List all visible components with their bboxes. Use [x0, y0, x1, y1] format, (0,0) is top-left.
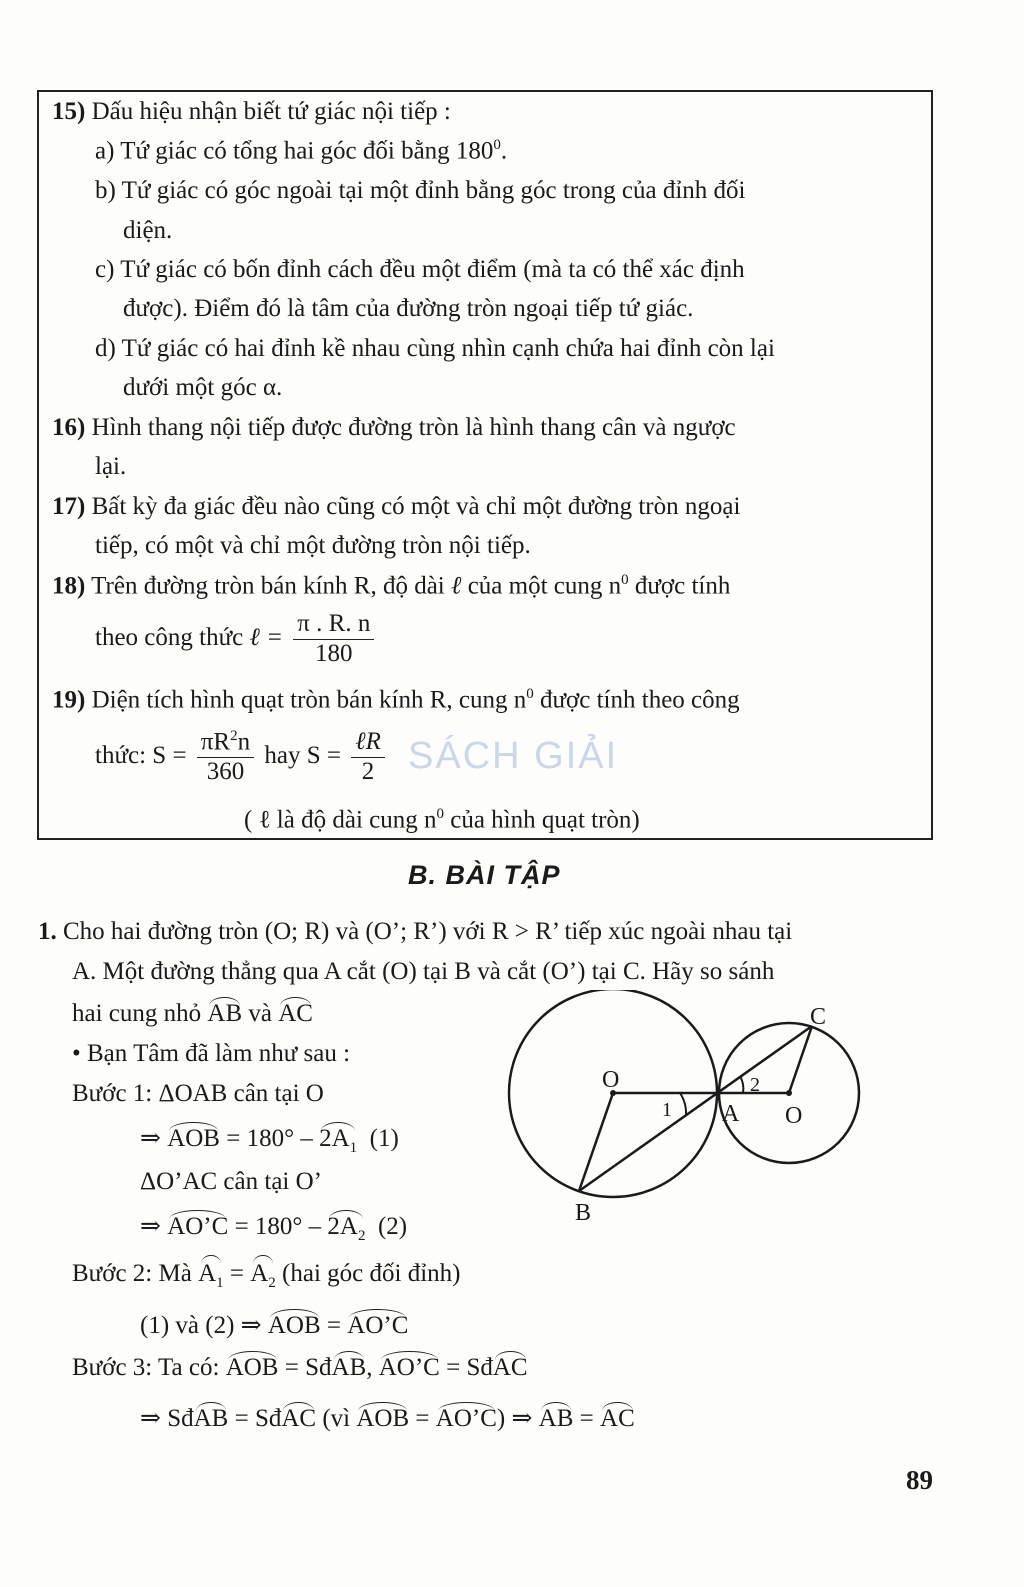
- angle-1-mark: [680, 1093, 686, 1115]
- exercise-1-line2: A. Một đường thẳng qua A cắt (O) tại B và cắt (O’) tại C. Hãy so sánh: [72, 958, 775, 985]
- exercise-1-line3: hai cung nhỏ AB và AC: [72, 1000, 313, 1027]
- line-OB: [579, 1093, 613, 1191]
- item-18: 18) Trên đường tròn bán kính R, độ dài ℓ của một cung $n^0$ được tính: [52, 572, 731, 600]
- label-O-prime: O: [785, 1103, 803, 1129]
- item-18-formula: theo công thức ℓ = $\frac{\pi . R. n}{180}$: [95, 610, 378, 669]
- step-1d: ⇒ AO’C = $180^\circ - 2A_2$ (2): [140, 1213, 408, 1244]
- label-angle-1: 1: [662, 1099, 672, 1121]
- step-3b: ⇒ SđAB = SđAC (vì AOB = AO’C) ⇒ AB = AC: [140, 1405, 635, 1432]
- item-19-note: ( ℓ là độ dài cung $n^0$ của hình quạt tròn): [244, 806, 640, 834]
- point-O-prime: [786, 1090, 792, 1096]
- item-15b-cont: diện.: [123, 217, 173, 244]
- line-O-prime-C: [789, 1026, 812, 1093]
- item-17-cont: tiếp, có một và chỉ một đường tròn nội tiếp.: [95, 532, 531, 559]
- step-1c: ΔO’AC cân tại O’: [140, 1168, 322, 1195]
- exercise-1-line1: 1. Cho hai đường tròn (O; R) và (O’; R’) với R > R’ tiếp xúc ngoài nhau tại: [38, 918, 793, 945]
- item-15d-cont: dưới một góc α.: [123, 374, 283, 401]
- page-number: 89: [906, 1465, 933, 1495]
- line-BC: [579, 1026, 812, 1191]
- step-2b: (1) và (2) ⇒ AOB = AO’C: [140, 1312, 409, 1339]
- step-1b: ⇒ AOB = $180^\circ - 2A_1$ (1): [140, 1125, 399, 1156]
- step-1a: Bước 1: ΔOAB cân tại O: [72, 1080, 324, 1107]
- item-15c-cont: được). Điểm đó là tâm của đường tròn ngoại tiếp tứ giác.: [123, 295, 694, 322]
- item-text: Dấu hiệu nhận biết tứ giác nội tiếp :: [91, 98, 451, 125]
- item-16-cont: lại.: [95, 453, 127, 480]
- item-15b: b) Tứ giác có góc ngoài tại một đỉnh bằng góc trong của đỉnh đối: [95, 177, 746, 204]
- item-19-formula: thức: S = $\frac{\pi R^2n}{360}$ hay S = $\frac{\text{ℓR}}{2}$: [95, 728, 389, 787]
- watermark: SÁCH GIẢI: [408, 735, 619, 777]
- bullet-line: • Bạn Tâm đã làm như sau :: [72, 1040, 351, 1067]
- item-15d: d) Tứ giác có hai đỉnh kề nhau cùng nhìn cạnh chứa hai đỉnh còn lại: [95, 335, 775, 362]
- item-19: 19) Diện tích hình quạt tròn bán kính R, cung $n^0$ được tính theo công: [52, 686, 740, 714]
- arc-length-fraction: $\frac{\pi . R. n}{180}$: [293, 610, 374, 669]
- label-O: O: [602, 1067, 620, 1093]
- item-number: 15): [52, 98, 86, 125]
- item-15a: a) Tứ giác có tổng hai góc đối bằng $180^0$.: [95, 137, 508, 165]
- item-17: 17) Bất kỳ đa giác đều nào cũng có một và chỉ một đường tròn ngoại: [52, 493, 741, 520]
- item-15c: c) Tứ giác có bốn đỉnh cách đều một điểm (mà ta có thể xác định: [95, 256, 745, 283]
- angle-2-mark: [740, 1076, 743, 1093]
- step-3a: Bước 3: Ta có: AOB = SđAB, AO’C = SđAC: [72, 1354, 528, 1381]
- section-title: B. BÀI TẬP: [408, 860, 561, 890]
- label-angle-2: 2: [750, 1074, 760, 1096]
- step-2a: Bước 2: Mà $A_1 = A_2$ (hai góc đối đỉnh): [72, 1260, 461, 1291]
- sector-area-fraction-1: $\frac{\pi R^2n}{360}$: [197, 728, 254, 787]
- sector-area-fraction-2: $\frac{\text{ℓR}}{2}$: [351, 728, 385, 787]
- label-C: C: [810, 1004, 827, 1030]
- item-15: [52, 98, 451, 126]
- label-A: A: [722, 1101, 740, 1127]
- item-16: 16) Hình thang nội tiếp được đường tròn là hình thang cân và ngược: [52, 414, 736, 441]
- two-circles-figure: [500, 990, 880, 1230]
- label-B: B: [575, 1200, 592, 1226]
